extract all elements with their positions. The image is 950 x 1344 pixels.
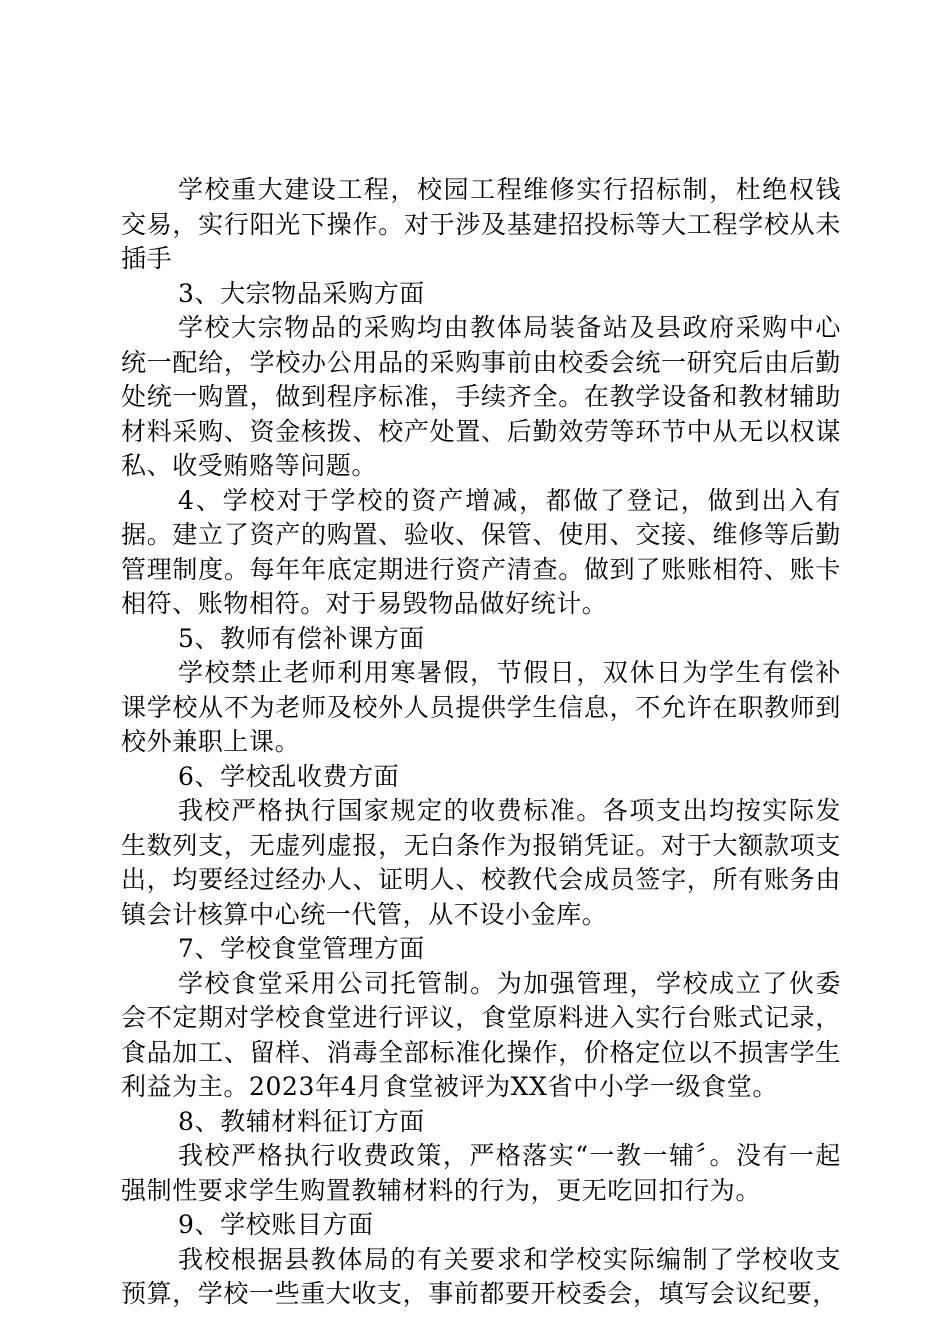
heading-arbitrary-fees: 6、学校乱收费方面 xyxy=(178,761,400,791)
paragraph-bulk-procurement: 学校大宗物品的采购均由教体局装备站及县政府采购中心统一配给，学校办公用品的采购事前由校委会统一研究后由后勤处统一购置，做到程序标准，手续齐全。在教学设备和教材辅助材料采购、资金核拨、校产处置、后勤效劳等环节中从无以权谋私、收受贿赂等问题。 xyxy=(121,313,841,480)
heading-teaching-materials: 8、教辅材料征订方面 xyxy=(178,1106,425,1136)
paragraph-paid-tutoring: 学校禁止老师利用寒暑假，节假日，双休日为学生有偿补课学校从不为老师及校外人员提供学生信息，不允许在职教师到校外兼职上课。 xyxy=(121,658,841,756)
heading-bulk-procurement: 3、大宗物品采购方面 xyxy=(178,278,425,308)
paragraph-school-accounts: 我校根据县教体局的有关要求和学校实际编制了学校收支预算，学校一些重大收支，事前都要开校委会，填写会议纪要， xyxy=(121,1244,841,1308)
document-body xyxy=(121,173,841,1312)
paragraph-asset-management: 4、学校对于学校的资产增减，都做了登记，做到出入有据。建立了资产的购置、验收、保管、使用、交接、维修等后勤管理制度。每年年底定期进行资产清查。做到了账账相符、账卡相符、账物相符。对于易毁物品做好统计。 xyxy=(121,485,841,618)
paragraph-construction-bidding: 学校重大建设工程，校园工程维修实行招标制，杜绝权钱交易，实行阳光下操作。对于涉及基建招投标等大工程学校从未插手 xyxy=(121,175,841,273)
paragraph-teaching-materials: 我校严格执行收费政策，严格落实“一教一辅〞。没有一起强制性要求学生购置教辅材料的行为，更无吃回扣行为。 xyxy=(121,1141,841,1205)
paragraph-canteen-management: 学校食堂采用公司托管制。为加强管理，学校成立了伙委会不定期对学校食堂进行评议，食堂原料进入实行台账式记录，食品加工、留样、消毒全部标准化操作，价格定位以不损害学生利益为主。2023年4月食堂被评为XX省中小学一级食堂。 xyxy=(121,968,841,1101)
heading-paid-tutoring: 5、教师有偿补课方面 xyxy=(178,623,425,653)
heading-school-accounts: 9、学校账目方面 xyxy=(178,1210,374,1239)
heading-canteen-management: 7、学校食堂管理方面 xyxy=(178,934,425,963)
paragraph-arbitrary-fees: 我校严格执行国家规定的收费标准。各项支出均按实际发生数列支，无虚列虚报，无白条作为报销凭证。对于大额款项支出，均要经过经办人、证明人、校教代会成员签字，所有账务由镇会计核算中心统一代管，从不设小金库。 xyxy=(121,796,841,929)
